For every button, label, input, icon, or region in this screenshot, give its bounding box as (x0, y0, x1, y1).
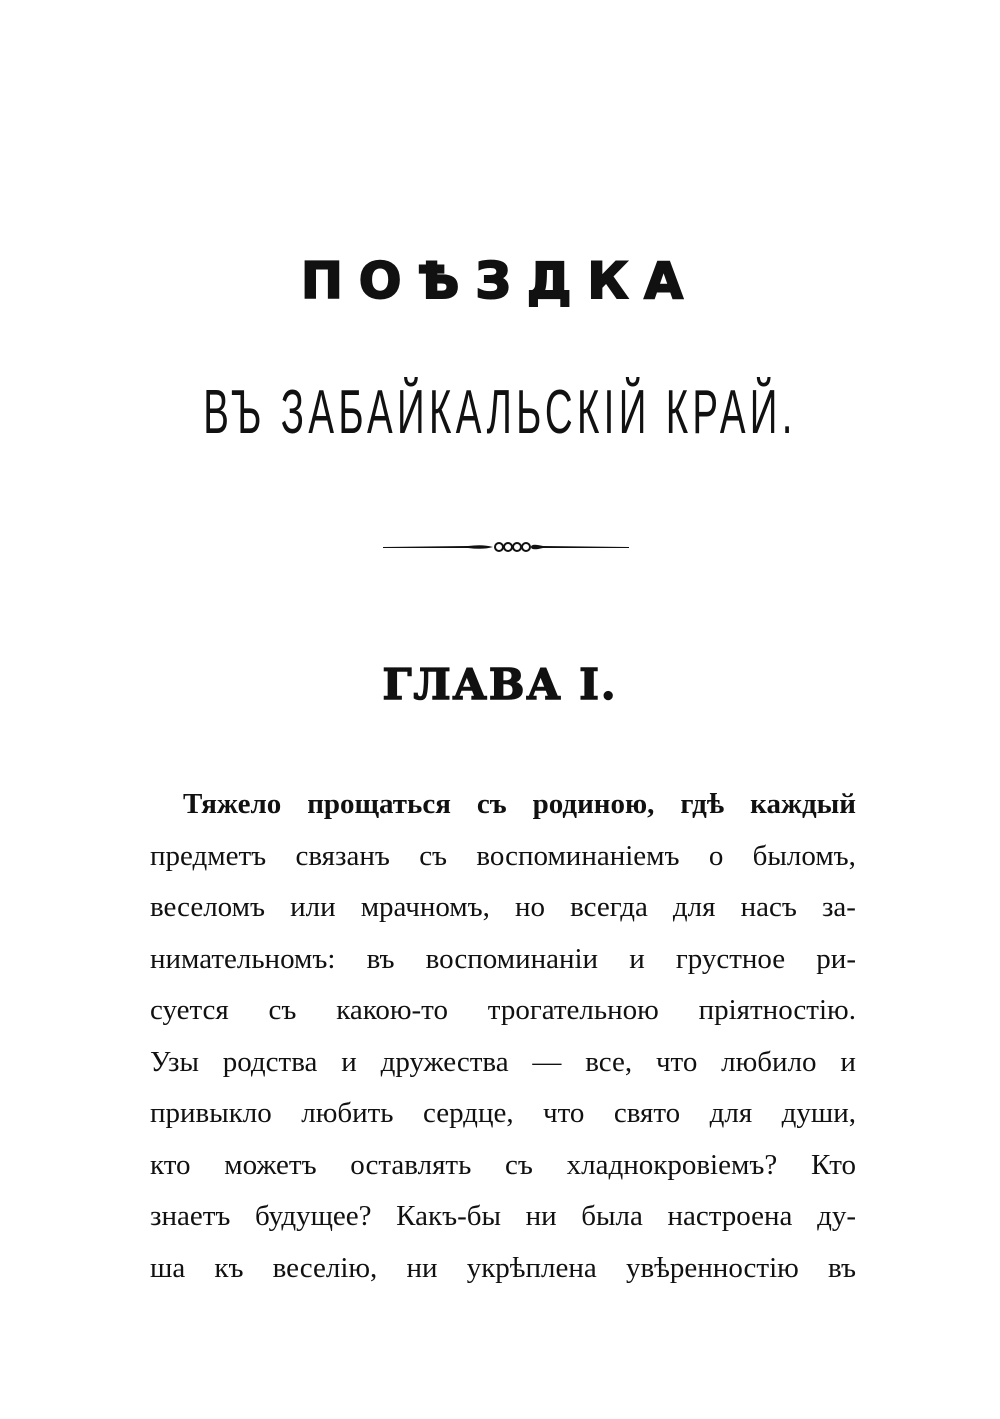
text-line: Узы родства и дружества — все, что любило и (150, 1045, 856, 1078)
text-line: нимательномъ: въ воспоминаніи и грустное ри- (150, 942, 856, 975)
chapter-heading: ГЛАВА I. (382, 660, 618, 709)
text-line: привыкло любить сердце, что свято для души, (150, 1097, 856, 1129)
ornament-divider (383, 538, 629, 556)
text-line: Тяжело прощаться съ родиною, гдѣ каждый (183, 788, 856, 820)
book-title: ПОѢЗДКА (301, 252, 699, 310)
text-line: знаетъ будущее? Какъ-бы ни была настроена ду- (150, 1200, 856, 1232)
text-line: предметъ связанъ съ воспоминаніемъ о быломъ, (150, 839, 856, 872)
text-line: веселомъ или мрачномъ, но всегда для насъ за- (150, 891, 856, 923)
text-line: суется съ какою-то трогательною пріятностію. (150, 994, 856, 1026)
text-line: кто можетъ оставлять съ хладнокровіемъ? Кто (150, 1148, 856, 1181)
body-text (150, 782, 856, 1297)
book-subtitle: ВЪ ЗАБАЙКАЛЬСКІЙ КРАЙ. (203, 378, 797, 447)
text-line: ша къ веселію, ни укрѣплена увѣренностію въ (150, 1251, 856, 1284)
